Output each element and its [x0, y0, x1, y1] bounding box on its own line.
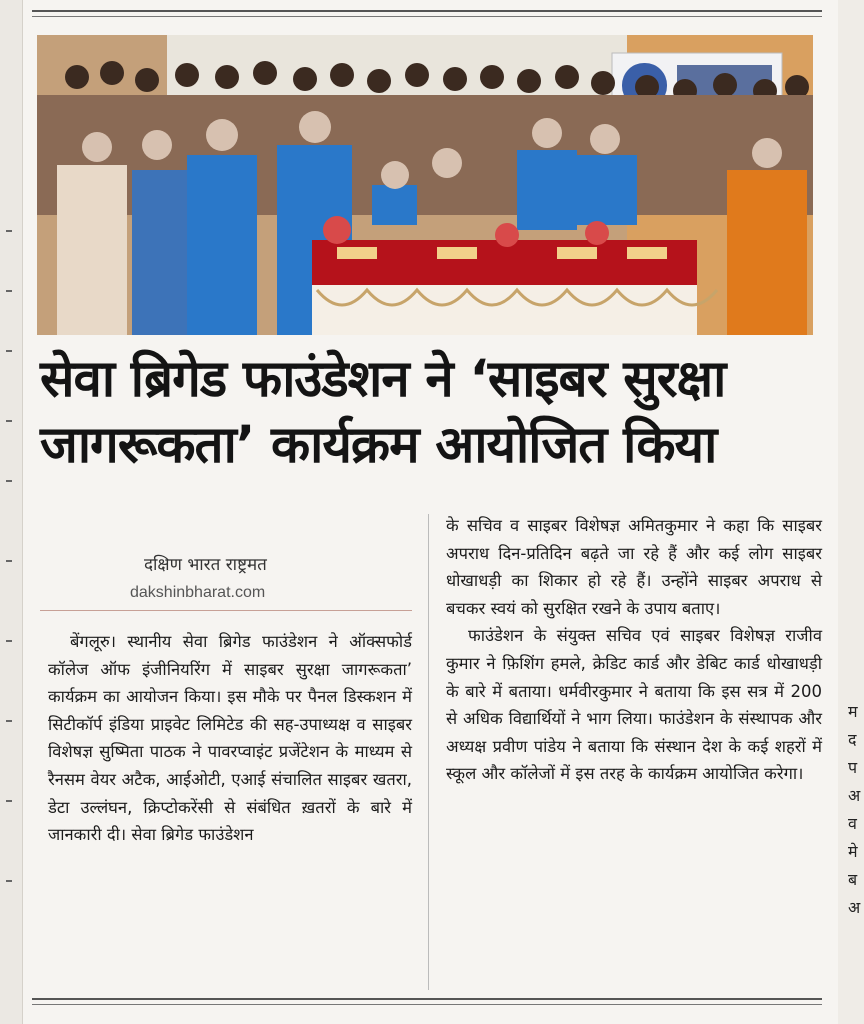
article-column-2 — [446, 512, 822, 788]
bottom-rule — [32, 998, 822, 1000]
event-photo — [37, 35, 813, 335]
group-photo-illustration — [37, 35, 813, 335]
paragraph: के सचिव व साइबर विशेषज्ञ अमितकुमार ने कहा कि साइबर अपराध दिन-प्रतिदिन बढ़ते जा रहे हैं और कई लोग साइबर धोखाधड़ी का शिकार हो रहे हैं। उन्होंने साइबर अपराध से बचकर स्वयं को सुरक्षित रखने के उपाय बताए। — [446, 516, 822, 618]
adjacent-text-fragment: ब — [848, 870, 858, 889]
source-website: dakshinbharat.com — [130, 584, 266, 601]
source-divider — [40, 610, 412, 611]
adjacent-page-strip-left — [0, 0, 23, 1024]
paragraph: फाउंडेशन के संयुक्त सचिव एवं साइबर विशेषज्ञ राजीव कुमार ने फ़िशिंग हमले, क्रेडिट कार्ड और डेबिट कार्ड धोखाधड़ी के बारे में बताया। धर्मवीरकुमार ने बताया कि इस सत्र में 200 से अधिक विद्यार्थियों ने भाग लिया। फाउंडेशन के संस्थापक और अध्यक्ष प्रवीण पांडेय ने बताया कि संस्थान देश के कई शहरों में स्कूल और कॉलेजों में इस तरह के कार्यक्रम आयोजित करेगा। — [446, 626, 822, 784]
source-name: दक्षिण भारत राष्ट्रमत — [144, 555, 267, 575]
top-rule-thin — [32, 16, 822, 17]
adjacent-text-fragment: प — [848, 758, 858, 777]
article-column-1 — [48, 628, 412, 849]
adjacent-text-fragment: व — [848, 814, 857, 833]
bottom-rule-thin — [32, 1004, 822, 1005]
adjacent-text-fragment: द — [848, 730, 857, 749]
paragraph: बेंगलूरु। स्थानीय सेवा ब्रिगेड फाउंडेशन ने ऑक्सफोर्ड कॉलेज ऑफ इंजीनियरिंग में साइबर सुरक्षा जागरूकता’ कार्यक्रम का आयोजन किया। इस मौके पर पैनल डिस्कशन में सिटीकॉर्प इंडिया प्राइवेट लिमिटेड की सह-उपाध्यक्ष व साइबर विशेषज्ञ सुष्मिता पाठक ने पावरप्वाइंट प्रजेंटेशन के माध्यम से रैनसम वेयर अटैक, आईओटी, एआई संचालित साइबर खतरा, डेटा उल्लंघन, क्रिप्टोकरेंसी से संबंधित ख़तरों के बारे में जानकारी दी। सेवा ब्रिगेड फाउंडेशन — [48, 632, 412, 845]
headline-line-1: सेवा ब्रिगेड फाउंडेशन ने ‘साइबर सुरक्षा — [40, 350, 726, 409]
adjacent-text-fragment: मे — [848, 842, 858, 861]
adjacent-text-fragment: अ — [848, 786, 861, 805]
adjacent-text-fragment: अ — [848, 898, 861, 917]
headline — [40, 347, 820, 479]
headline-line-2: जागरूकता’ कार्यक्रम आयोजित किया — [40, 416, 717, 475]
adjacent-text-fragment: म — [848, 702, 858, 721]
column-divider — [428, 514, 429, 990]
top-rule — [32, 10, 822, 12]
